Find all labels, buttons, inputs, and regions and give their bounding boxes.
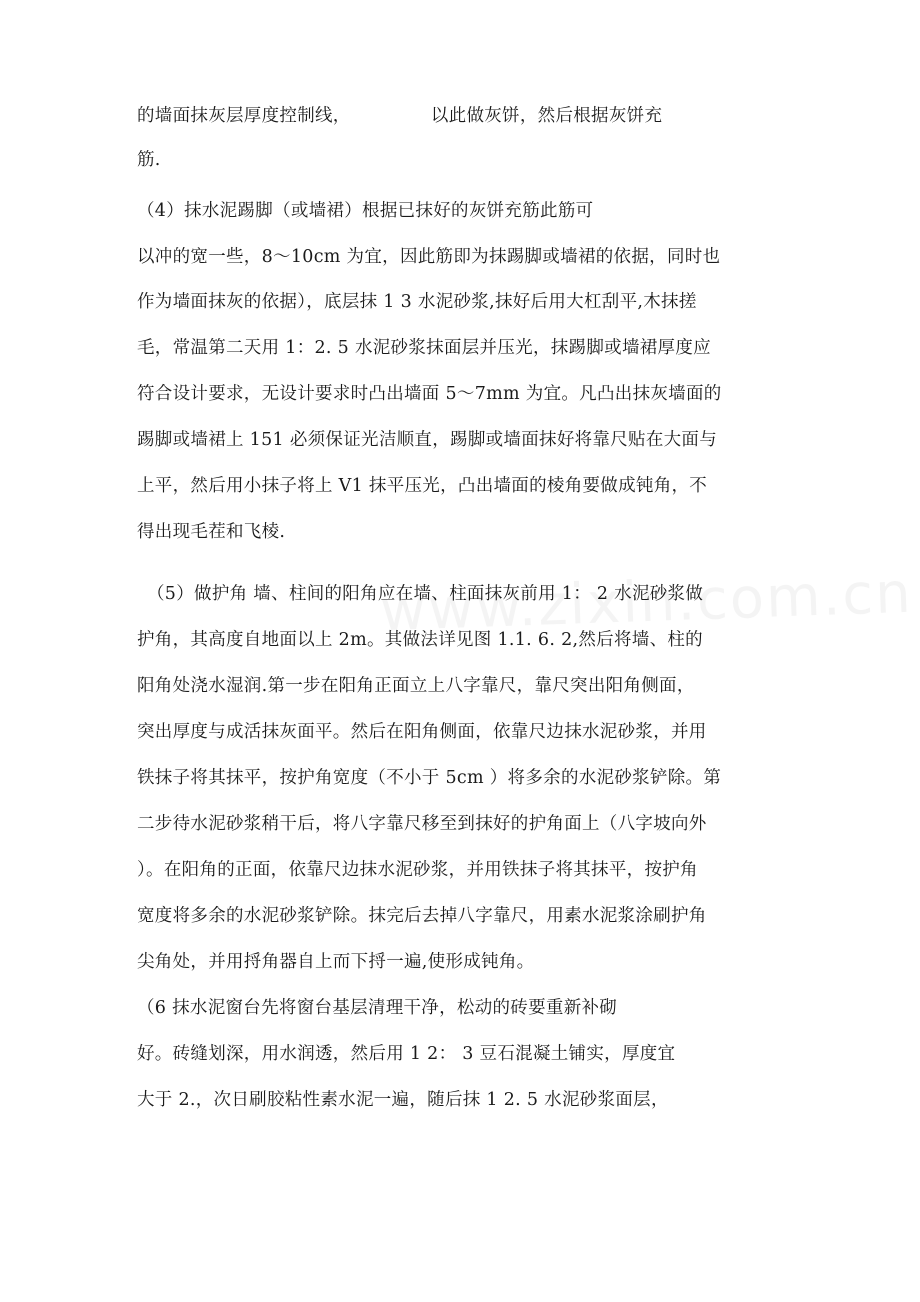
text-line: 阳角处浇水湿润.第一步在阳角正面立上八字靠尺，靠尺突出阳角侧面，: [137, 676, 695, 696]
text-line: 二步待水泥砂浆稍干后，将八字靠尺移至到抹好的护角面上（八字坡向外: [137, 814, 707, 834]
text-line: 符合设计要求，无设计要求时凸出墙面 5～7mm 为宜。凡凸出抹灰墙面的: [137, 384, 722, 404]
text-line: ）。在阳角的正面，依靠尺边抹水泥砂浆，并用铁抹子将其抹平，按护角: [137, 860, 698, 880]
text-line: 的墙面抹灰层厚度控制线， 以此做灰饼，然后根据灰饼充: [137, 106, 663, 126]
text-line: 铁抹子将其抹平，按护角宽度（不小于 5cm ）将多余的水泥砂浆铲除。第: [137, 768, 722, 788]
text-line: 踢脚或墙裙上 151 必须保证光洁顺直，踢脚或墙面抹好将靠尺贴在大面与: [137, 430, 718, 450]
text-line: 宽度将多余的水泥砂浆铲除。抹完后去掉八字靠尺，用素水泥浆涂刷护角: [137, 906, 707, 926]
text-line: 好。砖缝划深，用水润透，然后用 1 2： 3 豆石混凝土铺实，厚度宜: [137, 1044, 676, 1064]
text-line: 突出厚度与成活抹灰面平。然后在阳角侧面，依靠尺边抹水泥砂浆，并用: [137, 722, 707, 742]
text-line: 尖角处，并用捋角器自上而下捋一遍,使形成钝角。: [137, 952, 535, 972]
text-line: 得出现毛茬和飞棱.: [137, 522, 286, 542]
text-line: 护角，其高度自地面以上 2m。其做法详见图 1.1. 6. 2,然后将墙、柱的: [137, 630, 703, 650]
text-line: 筋.: [137, 150, 161, 170]
text-line: 大于 2.，次日刷胶粘性素水泥一遍，随后抹 1 2. 5 水泥砂浆面层，: [137, 1090, 669, 1110]
text-line: 作为墙面抹灰的依据），底层抹 1 3 水泥砂浆,抹好后用大杠刮平,木抹搓: [137, 292, 697, 312]
text-line: 上平，然后用小抹子将上 V1 抹平压光，凸出墙面的棱角要做成钝角，不: [137, 476, 708, 496]
text-line: 以冲的宽一些，8～10cm 为宜，因此筋即为抹踢脚或墙裙的依据，同时也: [137, 247, 721, 267]
text-line: （4）抹水泥踢脚（或墙裙）根据已抹好的灰饼充筋此筋可: [137, 201, 594, 221]
text-line: （6 抹水泥窗台先将窗台基层清理干净，松动的砖要重新补砌: [137, 998, 618, 1018]
text-line: 毛，常温第二天用 1：2. 5 水泥砂浆抹面层并压光，抹踢脚或墙裙厚度应: [137, 338, 711, 358]
text-line: （5）做护角 墙、柱间的阳角应在墙、柱面抹灰前用 1： 2 水泥砂浆做: [147, 584, 704, 604]
